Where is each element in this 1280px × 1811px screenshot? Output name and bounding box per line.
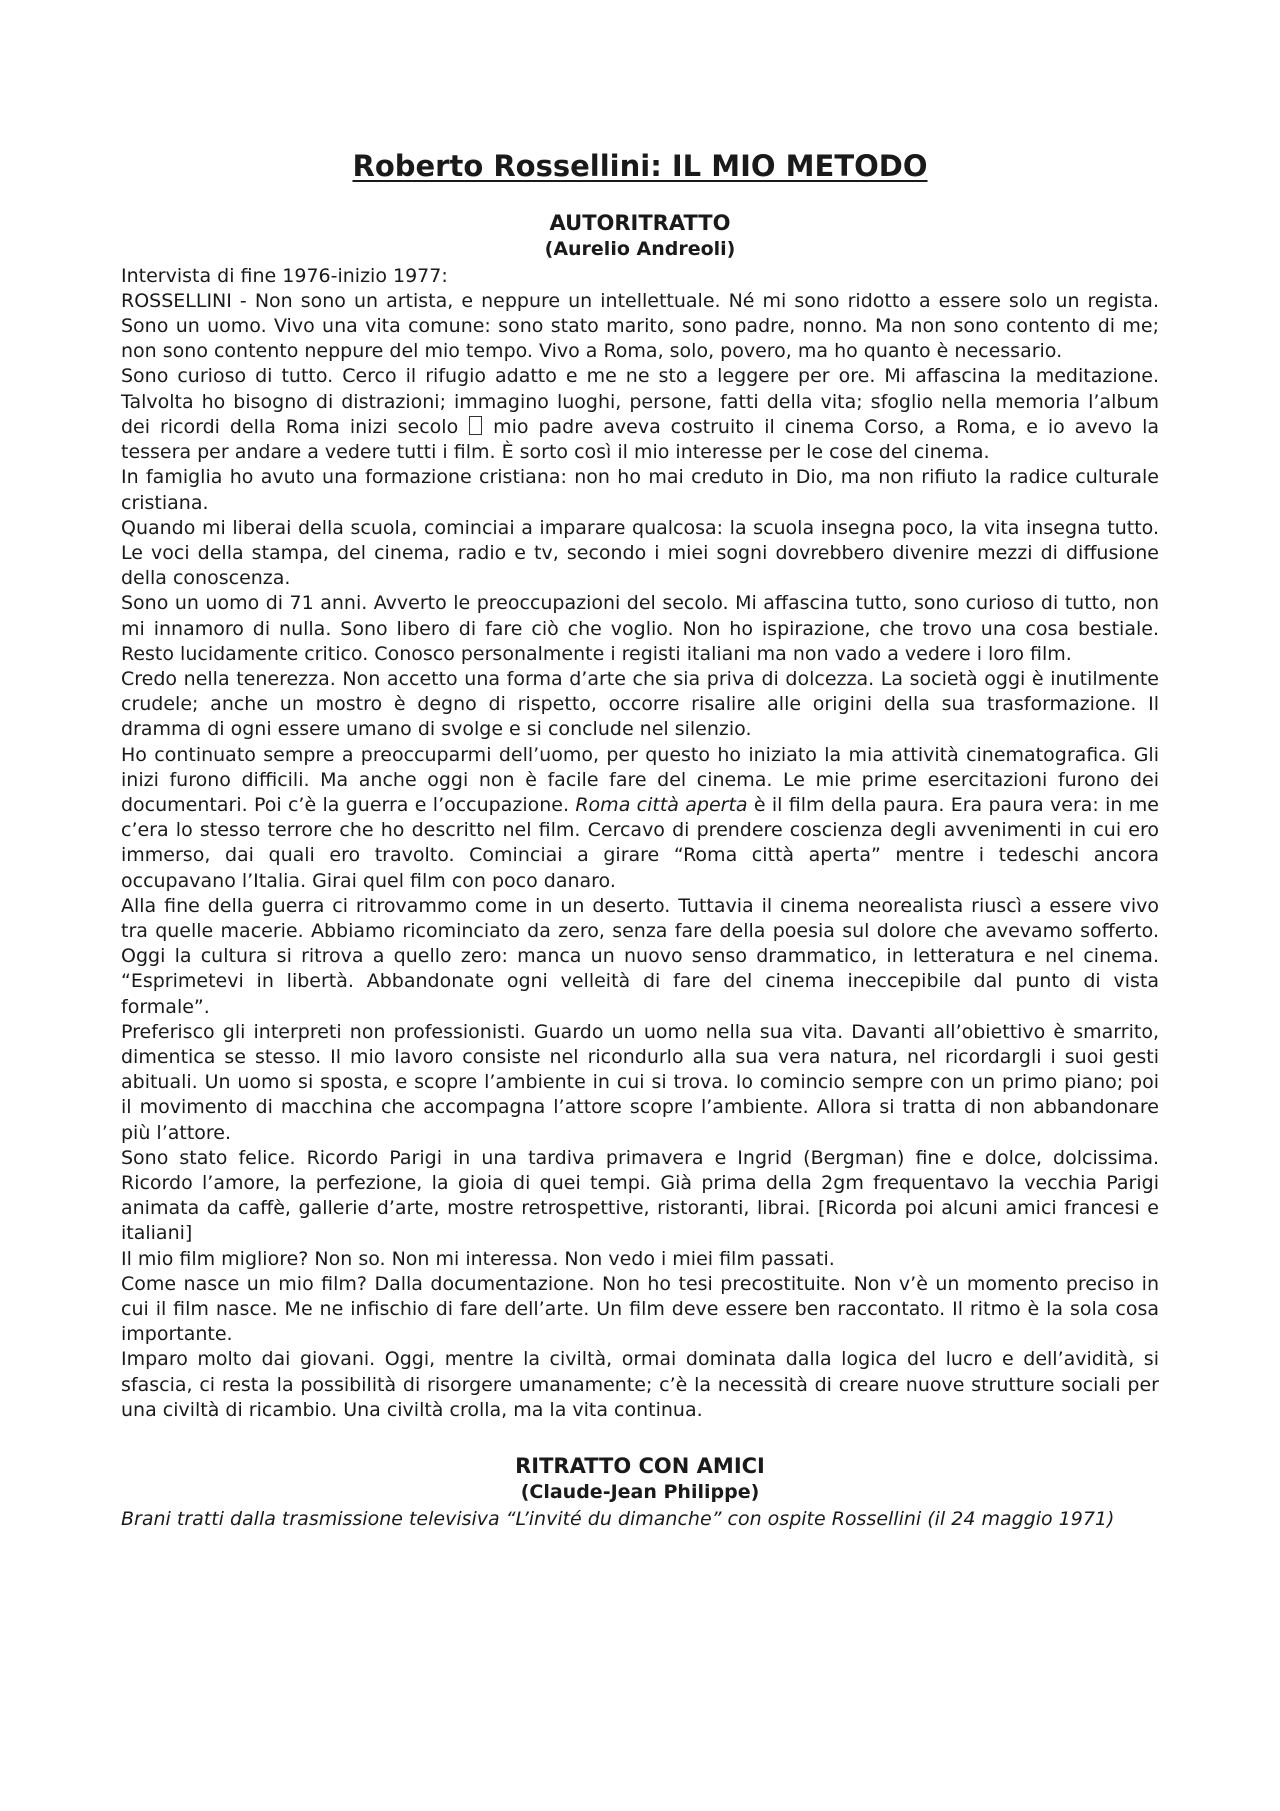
missing-glyph-icon [469, 416, 482, 435]
section-author: (Aurelio Andreoli) [544, 237, 736, 260]
film-title: Roma città aperta [575, 793, 748, 816]
section-author: (Claude-Jean Philippe) [520, 1481, 760, 1504]
paragraph-text: è il film della paura. Era paura vera: in me c’era lo stesso terrore che ho descritto nel film. Cercavo di prendere coscienza degli avvenimenti in cui ero immerso, dai quali ero travolto. Cominciai a girare “Roma città aperta” mentre i tedeschi ancora occupavano l’Italia. Girai quel film con poco danaro. [121, 793, 1159, 892]
document-page [121, 148, 1159, 1532]
paragraph: Credo nella tenerezza. Non accetto una forma d’arte che sia priva di dolcezza. La società oggi è inutilmente crudele; anche un mostro è degno di rispetto, occorre risalire alle origini della sua trasformazione. Il dramma di ogni essere umano di svolge e si conclude nel silenzio. [121, 667, 1159, 741]
paragraph-text: Ho continuato sempre a preoccuparmi dell’uomo, per questo ho iniziato la mia attività cinematografica. Gli inizi furono difficili. Ma anche oggi non è facile fare del cinema. Le mie prime esercitazioni furono dei documentari. Poi c’è la guerra e l’occupazione. [121, 743, 1159, 816]
paragraph: ROSSELLINI - Non sono un artista, e neppure un intellettuale. Né mi sono ridotto a essere solo un regista. Sono un uomo. Vivo una vita comune: sono stato marito, sono padre, nonno. Ma non sono contento di me; non sono contento neppure del mio tempo. Vivo a Roma, solo, povero, ma ho quanto è necessario. [121, 289, 1159, 363]
section-body [121, 264, 1159, 1423]
paragraph: Il mio film migliore? Non so. Non mi interessa. Non vedo i miei film passati. [121, 1247, 835, 1270]
section-heading: AUTORITRATTO [549, 210, 731, 235]
section-ritratto-con-amici [121, 1453, 1159, 1532]
paragraph: Imparo molto dai giovani. Oggi, mentre la civiltà, ormai dominata dalla logica del lucro e dell’avidità, si sfascia, ci resta la possibilità di risorgere umanamente; c’è la necessità di creare nuove strutture sociali per una civiltà di ricambio. Una civiltà crolla, ma la vita continua. [121, 1348, 1159, 1421]
section-autoritratto [121, 210, 1159, 1423]
paragraph [121, 743, 1159, 894]
section-spacer [121, 1423, 1159, 1453]
document-title: Roberto Rossellini: IL MIO METODO [352, 149, 928, 183]
paragraph: Quando mi liberai della scuola, cominciai a imparare qualcosa: la scuola insegna poco, la vita insegna tutto. Le voci della stampa, del cinema, radio e tv, secondo i miei sogni dovrebbero divenire mezzi di diffusione della conoscenza. [121, 516, 1159, 590]
section-body [121, 1507, 1159, 1532]
paragraph: Alla fine della guerra ci ritrovammo come in un deserto. Tuttavia il cinema neorealista riuscì a essere vivo tra quelle macerie. Abbiamo ricominciato da zero, senza fare della poesia sul dolore che avevamo sofferto. Oggi la cultura si ritrova a quello zero: manca un nuovo senso drammatico, in letteratura e nel cinema. “Esprimetevi in libertà. Abbandonate ogni velleità di fare del cinema ineccepibile dal punto di vista formale”. [121, 894, 1159, 1018]
paragraph-text: mio padre aveva costruito il cinema Corso, a Roma, e io avevo la tessera per andare a vedere tutti i film. È sorto così il mio interesse per le cose del cinema. [121, 415, 1159, 464]
interview-intro: Intervista di fine 1976-inizio 1977: [121, 264, 448, 287]
paragraph: Preferisco gli interpreti non professionisti. Guardo un uomo nella sua vita. Davanti all’obiettivo è smarrito, dimentica se stesso. Il mio lavoro consiste nel ricondurlo alla sua vera natura, nel ricordargli i suoi gesti abituali. Un uomo si sposta, e scopre l’ambiente in cui si trova. Io comincio sempre con un primo piano; poi il movimento di macchina che accompagna l’attore scopre l’ambiente. Allora si tratta di non abbandonare più l’attore. [121, 1020, 1159, 1144]
paragraph [121, 364, 1159, 465]
paragraph: In famiglia ho avuto una formazione cristiana: non ho mai creduto in Dio, ma non rifiuto la radice culturale cristiana. [121, 466, 1159, 514]
paragraph: Sono stato felice. Ricordo Parigi in una tardiva primavera e Ingrid (Bergman) fine e dolce, dolcissima. Ricordo l’amore, la perfezione, la gioia di quei tempi. Già prima della 2gm frequentavo la vecchia Parigi animata da caffè, gallerie d’arte, mostre retrospettive, ristoranti, librai. [Ricorda poi alcuni amici francesi e italiani] [121, 1146, 1159, 1245]
paragraph: Come nasce un mio film? Dalla documentazione. Non ho tesi precostituite. Non v’è un momento preciso in cui il film nasce. Me ne infischio di fare dell’arte. Un film deve essere ben raccontato. Il ritmo è la sola cosa importante. [121, 1272, 1159, 1346]
paragraph: Sono un uomo di 71 anni. Avverto le preoccupazioni del secolo. Mi affascina tutto, sono curioso di tutto, non mi innamoro di nulla. Sono libero di fare ciò che voglio. Non ho ispirazione, che trovo una cosa bestiale. Resto lucidamente critico. Conosco personalmente i registi italiani ma non vado a vedere i loro film. [121, 592, 1159, 665]
broadcast-intro: Brani tratti dalla trasmissione televisiva “L’invité du dimanche” con ospite Rossellini (il 24 maggio 1971) [121, 1508, 1115, 1530]
paragraph-text: Sono curioso di tutto. Cerco il rifugio adatto e me ne sto a leggere per ore. Mi affascina la meditazione. Talvolta ho bisogno di distrazioni; immagino luoghi, persone, fatti della vita; sfoglio nella memoria l’album dei ricordi della Roma inizi secolo [121, 365, 1159, 438]
section-heading: RITRATTO CON AMICI [515, 1454, 765, 1479]
